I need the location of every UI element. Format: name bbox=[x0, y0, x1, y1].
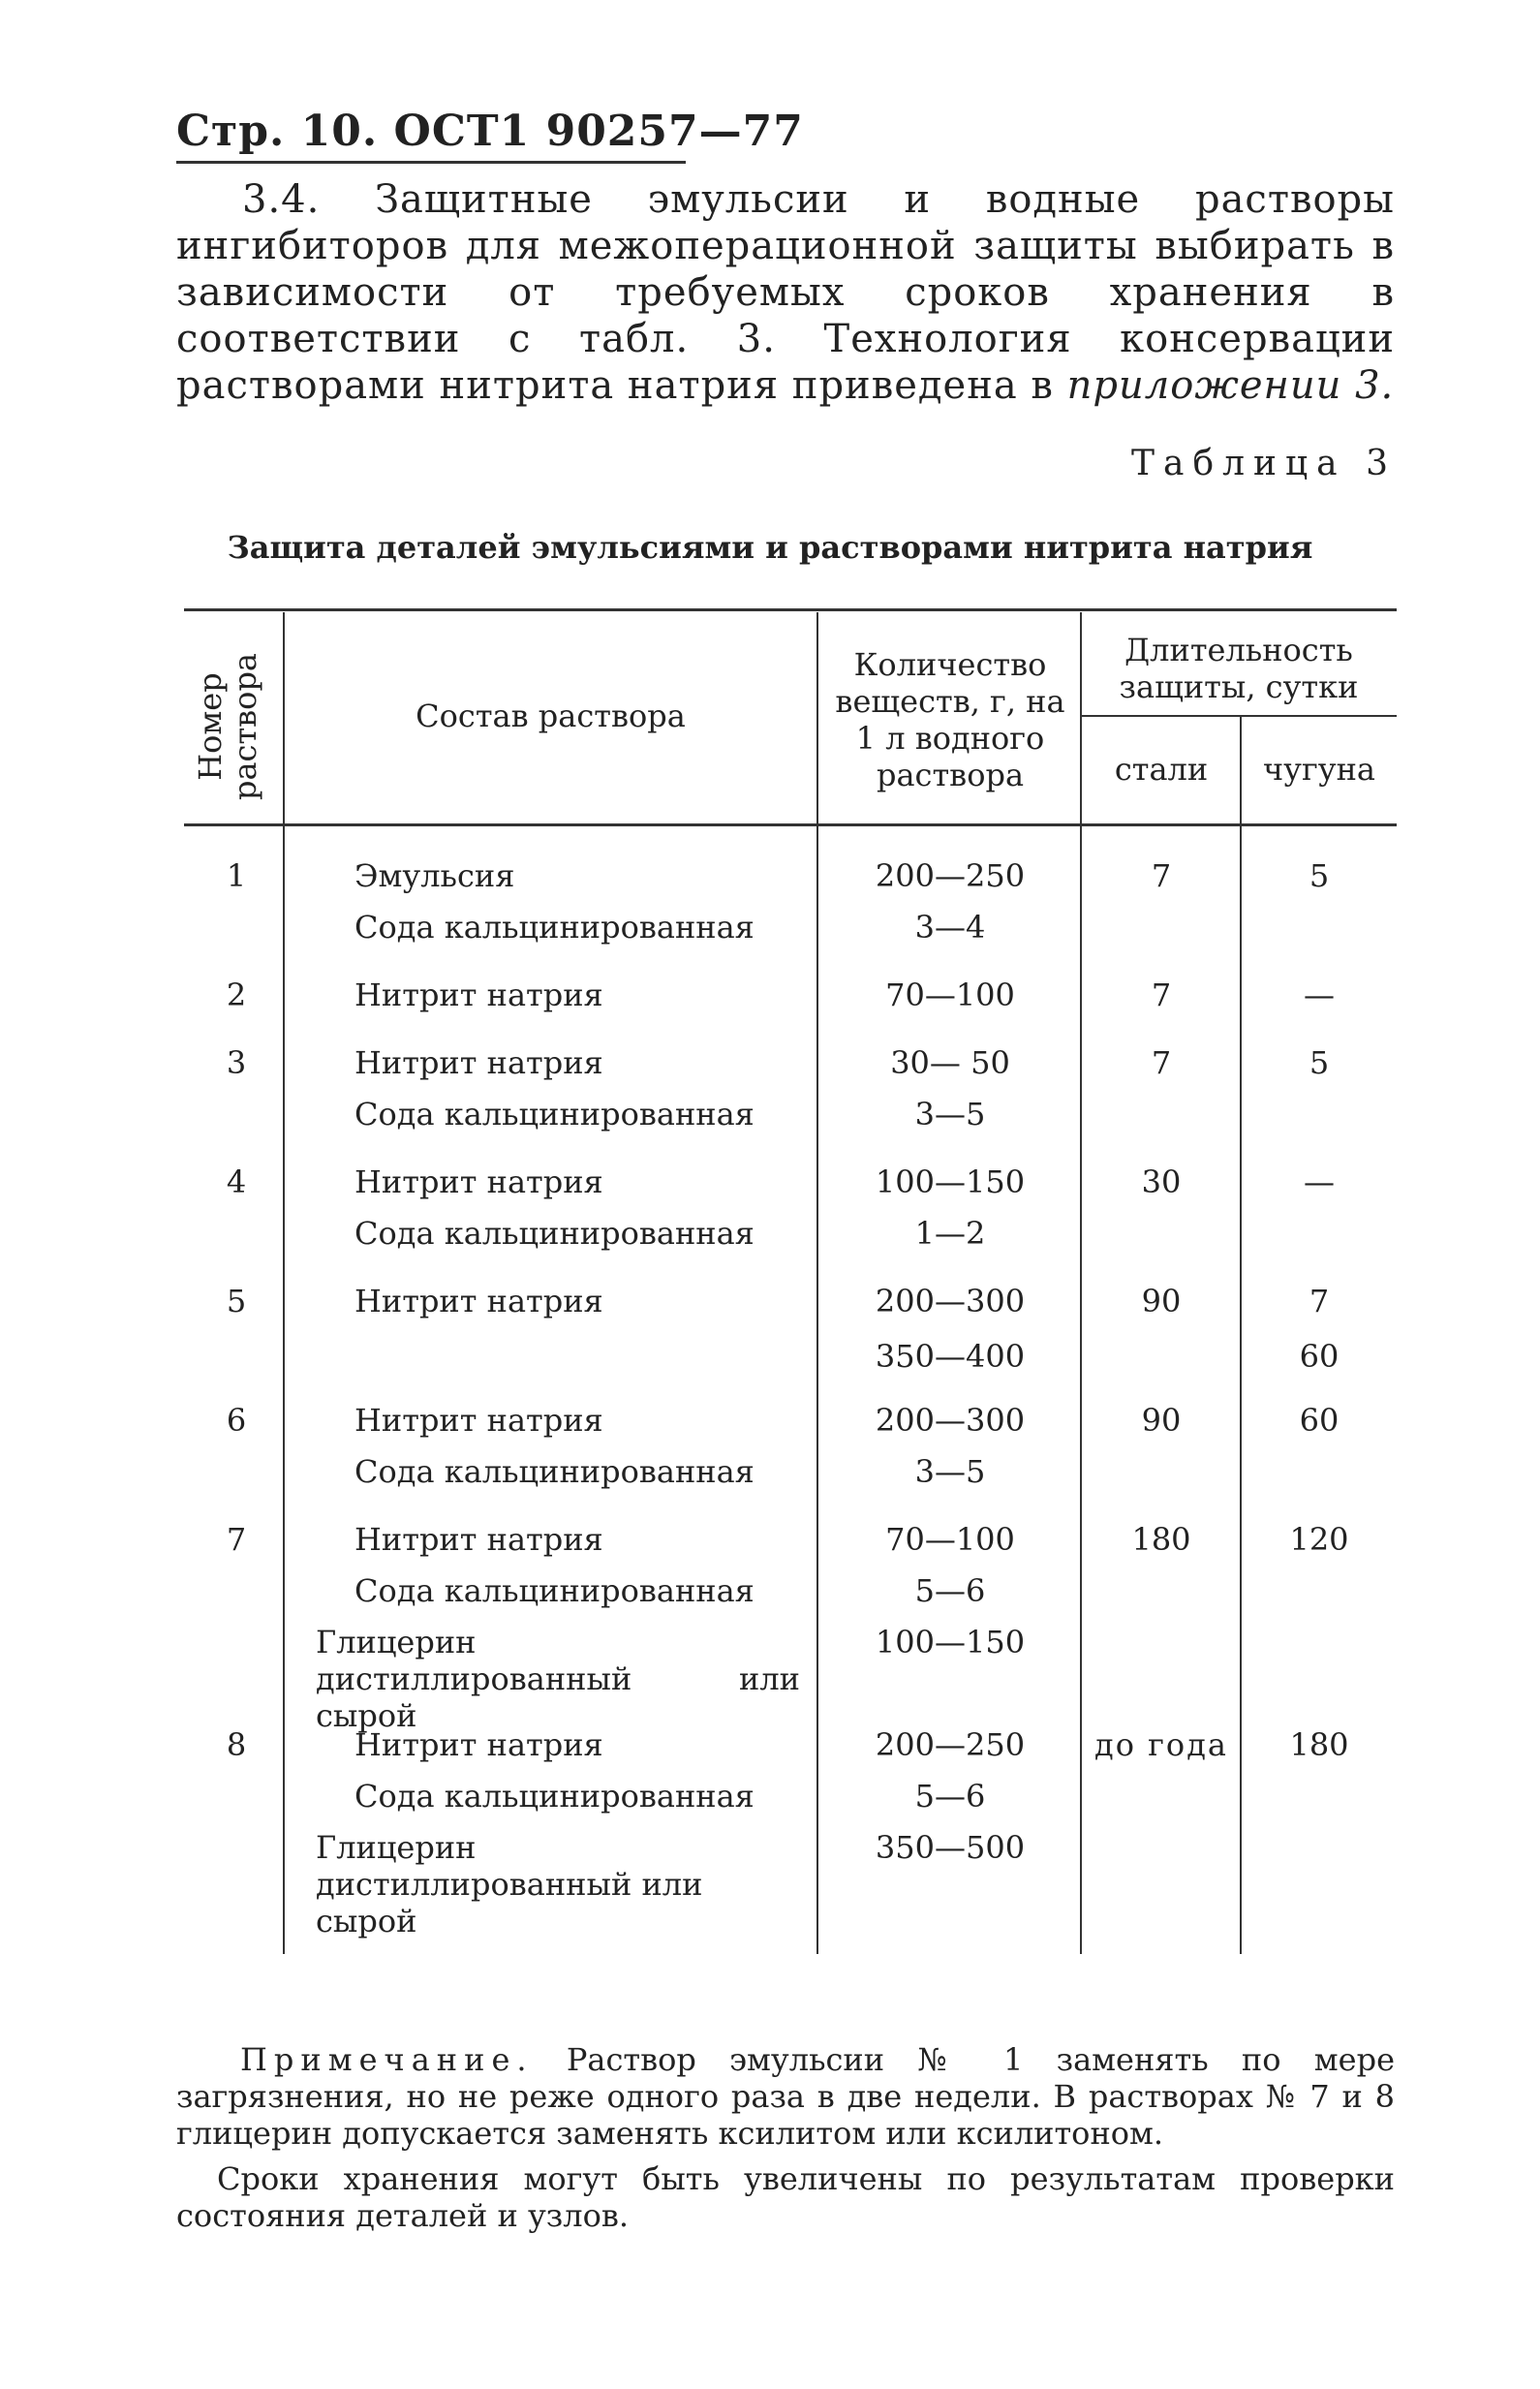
row-composition: Нитрит натрия bbox=[354, 1521, 603, 1558]
row-iron: 120 bbox=[1289, 1521, 1349, 1558]
col-divider-1 bbox=[283, 612, 285, 1954]
row-quantity: 3—5 bbox=[914, 1453, 986, 1490]
row-composition: Нитрит натрия bbox=[354, 1163, 603, 1200]
row-quantity: 200—300 bbox=[875, 1402, 1026, 1439]
row-quantity: 350—500 bbox=[875, 1829, 1026, 1866]
row-composition: Сода кальцинированная bbox=[354, 1572, 755, 1609]
header-number-label: Номер раствора bbox=[192, 652, 263, 801]
table-header-rule bbox=[184, 823, 1397, 826]
row-composition: Нитрит натрия bbox=[354, 977, 603, 1013]
storage-note: Сроки хранения могут быть увеличены по результатам проверки состояния деталей и узлов. bbox=[176, 2160, 1395, 2234]
row-quantity: 350—400 bbox=[875, 1338, 1026, 1375]
col-divider-3 bbox=[1080, 612, 1082, 1954]
row-quantity: 200—250 bbox=[875, 857, 1026, 894]
note-text: Раствор эмульсии № 1 заменять по мере загрязнения, но не реже одного раза в две недели. В растворах № 7 и 8 глицерин допускается заменять ксилитом или ксилитоном. bbox=[176, 2041, 1396, 2152]
row-composition: Глицерин дистиллированный или сырой bbox=[316, 1829, 703, 1939]
paragraph-3-4 bbox=[176, 176, 1395, 409]
row-iron: 60 bbox=[1299, 1338, 1340, 1375]
row-composition: Глицерин дистиллированный или сырой bbox=[316, 1624, 800, 1734]
note-label: Примечание. bbox=[240, 2041, 534, 2078]
header-rule bbox=[176, 161, 686, 164]
row-steel: 180 bbox=[1131, 1521, 1191, 1558]
row-quantity: 3—4 bbox=[914, 909, 986, 946]
row-quantity: 1—2 bbox=[914, 1215, 986, 1252]
page-header: Стр. 10. ОСТ1 90257—77 bbox=[176, 107, 804, 156]
row-quantity: 200—300 bbox=[875, 1283, 1026, 1319]
row-iron: 7 bbox=[1309, 1283, 1330, 1319]
table-note bbox=[176, 2041, 1395, 2152]
row-steel: 90 bbox=[1141, 1283, 1182, 1319]
header-composition: Состав раствора bbox=[416, 698, 686, 734]
row-quantity: 70—100 bbox=[885, 1521, 1015, 1558]
row-number: 5 bbox=[226, 1283, 247, 1319]
row-quantity: 30— 50 bbox=[890, 1044, 1010, 1081]
header-duration: Длительность защиты, сутки bbox=[1119, 632, 1359, 705]
row-steel: 30 bbox=[1141, 1163, 1182, 1200]
row-iron: — bbox=[1304, 977, 1335, 1013]
row-iron: 180 bbox=[1289, 1726, 1349, 1763]
table-top-rule bbox=[184, 608, 1397, 611]
row-steel: до года bbox=[1094, 1726, 1228, 1763]
row-iron: 5 bbox=[1309, 1044, 1330, 1081]
header-quantity: Количество веществ, г, на 1 л водного раствора bbox=[835, 646, 1065, 793]
row-composition: Эмульсия bbox=[354, 857, 515, 894]
row-quantity: 100—150 bbox=[875, 1624, 1026, 1660]
header-steel: стали bbox=[1114, 751, 1209, 788]
row-quantity: 200—250 bbox=[875, 1726, 1026, 1763]
row-composition: Нитрит натрия bbox=[354, 1283, 603, 1319]
row-iron: 5 bbox=[1309, 857, 1330, 894]
row-quantity: 5—6 bbox=[914, 1572, 986, 1609]
row-iron: 60 bbox=[1299, 1402, 1340, 1439]
row-number: 6 bbox=[226, 1402, 247, 1439]
row-steel: 7 bbox=[1151, 1044, 1172, 1081]
row-composition: Нитрит натрия bbox=[354, 1726, 603, 1763]
row-steel: 7 bbox=[1151, 857, 1172, 894]
row-number: 1 bbox=[226, 857, 247, 894]
row-number: 7 bbox=[226, 1521, 247, 1558]
header-iron: чугуна bbox=[1263, 751, 1375, 788]
row-quantity: 3—5 bbox=[914, 1096, 986, 1132]
row-iron: — bbox=[1304, 1163, 1335, 1200]
header-number bbox=[189, 639, 266, 814]
row-quantity: 70—100 bbox=[885, 977, 1015, 1013]
row-quantity: 100—150 bbox=[875, 1163, 1026, 1200]
paragraph-text: 3.4. Защитные эмульсии и водные растворы ингибиторов для межоперационной защиты выбирать в зависимости от требуемых сроков хранения в соответствии с табл. 3. Технология консервации растворами нитрита натрия приведена в bbox=[176, 177, 1395, 408]
table-title: Защита деталей эмульсиями и растворами нитрита натрия bbox=[227, 529, 1313, 566]
row-composition: Нитрит натрия bbox=[354, 1044, 603, 1081]
row-composition: Сода кальцинированная bbox=[354, 1778, 755, 1815]
row-number: 4 bbox=[226, 1163, 247, 1200]
col-divider-2 bbox=[816, 612, 818, 1954]
paragraph-italic-ref: приложении 3. bbox=[1066, 363, 1395, 408]
row-composition: Сода кальцинированная bbox=[354, 909, 755, 946]
row-number: 8 bbox=[226, 1726, 247, 1763]
row-quantity: 5—6 bbox=[914, 1778, 986, 1815]
row-number: 2 bbox=[226, 977, 247, 1013]
row-composition: Сода кальцинированная bbox=[354, 1215, 755, 1252]
row-steel: 7 bbox=[1151, 977, 1172, 1013]
table-label: Таблица 3 bbox=[1131, 444, 1397, 483]
row-composition: Сода кальцинированная bbox=[354, 1096, 755, 1132]
row-composition: Нитрит натрия bbox=[354, 1402, 603, 1439]
row-composition: Сода кальцинированная bbox=[354, 1453, 755, 1490]
row-steel: 90 bbox=[1141, 1402, 1182, 1439]
col-divider-4 bbox=[1240, 717, 1242, 1954]
row-number: 3 bbox=[226, 1044, 247, 1081]
duration-sub-rule bbox=[1080, 715, 1397, 717]
